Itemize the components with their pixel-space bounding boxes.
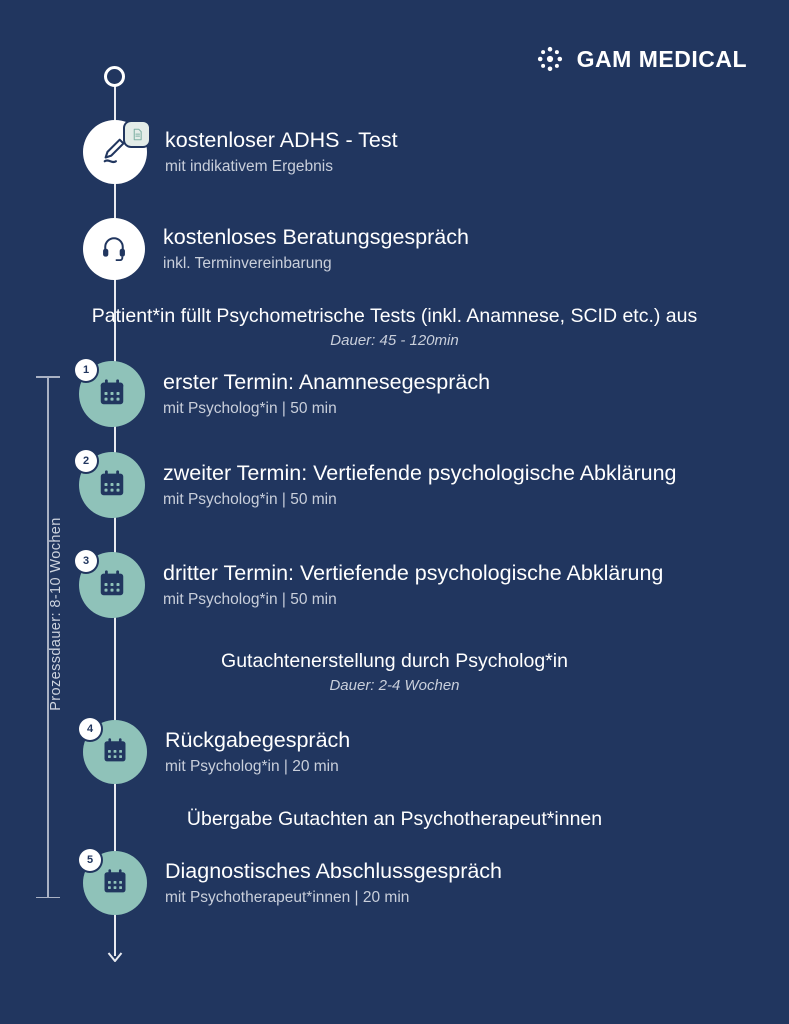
- node-text: [163, 370, 490, 418]
- node-bubble: [79, 452, 145, 518]
- step-number-badge: 3: [75, 550, 97, 572]
- brand-logo: [535, 44, 747, 74]
- node-title: Patient*in füllt Psychometrische Tests (inkl. Anamnese, SCID etc.) aus: [91, 305, 698, 327]
- calendar-icon: [97, 468, 127, 503]
- node-title: Rückgabegespräch: [165, 728, 351, 753]
- bracket-cap-bottom: [36, 897, 60, 899]
- node-subtitle: Dauer: 2-4 Wochen: [329, 677, 460, 694]
- calendar-icon: [97, 568, 127, 603]
- brand-name: GAM MEDICAL: [576, 45, 747, 72]
- node-bubble: [79, 361, 145, 427]
- node-bubble: [83, 120, 147, 184]
- process-duration-label: Prozessdauer: 8-10 Wochen: [48, 517, 64, 711]
- node-subtitle: Dauer: 45 - 120min: [330, 332, 459, 349]
- node-subtitle: mit Psycholog*in | 20 min: [165, 757, 339, 775]
- node-text: [163, 225, 469, 273]
- node-subtitle: mit Psycholog*in | 50 min: [163, 490, 337, 508]
- timeline-node-adhs-test: [83, 120, 398, 184]
- bracket-cap-top: [36, 376, 60, 378]
- step-number-badge: 5: [79, 849, 101, 871]
- node-bubble: [83, 218, 145, 280]
- calendar-icon: [101, 867, 129, 900]
- timeline-start-dot: [104, 66, 125, 87]
- timeline-node-termin-2: [79, 452, 677, 518]
- step-number-badge: 1: [75, 359, 97, 381]
- node-subtitle: mit indikativem Ergebnis: [165, 157, 333, 175]
- timeline-node-termin-1: [79, 361, 490, 427]
- timeline-end-arrow-icon: [105, 938, 125, 962]
- node-text: [165, 728, 350, 776]
- node-title: Gutachtenerstellung durch Psycholog*in: [221, 650, 568, 672]
- node-title: Diagnostisches Abschlussgespräch: [165, 859, 503, 884]
- timeline-node-psychometrische-tests: [0, 305, 789, 349]
- timeline-node-beratungsgespraech: [83, 218, 469, 280]
- node-title: kostenloser ADHS - Test: [165, 128, 398, 153]
- node-bubble: [83, 720, 147, 784]
- node-bubble: [83, 851, 147, 915]
- timeline-node-abschlussgespraech: [83, 851, 502, 915]
- step-number-badge: 4: [79, 718, 101, 740]
- headset-icon: [100, 233, 128, 266]
- node-text: [163, 461, 677, 509]
- node-text: [163, 561, 663, 609]
- timeline-node-rueckgabegespraech: [83, 720, 350, 784]
- calendar-icon: [101, 736, 129, 769]
- node-subtitle: inkl. Terminvereinbarung: [163, 254, 332, 272]
- timeline-node-uebergabe-gutachten: [0, 808, 789, 831]
- step-number-badge: 2: [75, 450, 97, 472]
- calendar-icon: [97, 377, 127, 412]
- node-title: erster Termin: Anamnesegespräch: [163, 370, 491, 395]
- node-title: zweiter Termin: Vertiefende psychologische Abklärung: [163, 461, 677, 486]
- node-subtitle: mit Psychotherapeut*innen | 20 min: [165, 888, 410, 906]
- asterisk-burst-icon: [535, 44, 565, 74]
- document-icon: [125, 122, 149, 146]
- node-text: [165, 128, 398, 176]
- node-subtitle: mit Psycholog*in | 50 min: [163, 399, 337, 417]
- node-title: dritter Termin: Vertiefende psychologische Abklärung: [163, 561, 664, 586]
- node-bubble: [79, 552, 145, 618]
- node-title: Übergabe Gutachten an Psychotherapeut*innen: [186, 808, 603, 830]
- timeline-node-termin-3: [79, 552, 663, 618]
- timeline-node-gutachtenerstellung: [0, 650, 789, 694]
- node-text: [165, 859, 502, 907]
- node-title: kostenloses Beratungsgespräch: [163, 225, 469, 250]
- node-subtitle: mit Psycholog*in | 50 min: [163, 590, 337, 608]
